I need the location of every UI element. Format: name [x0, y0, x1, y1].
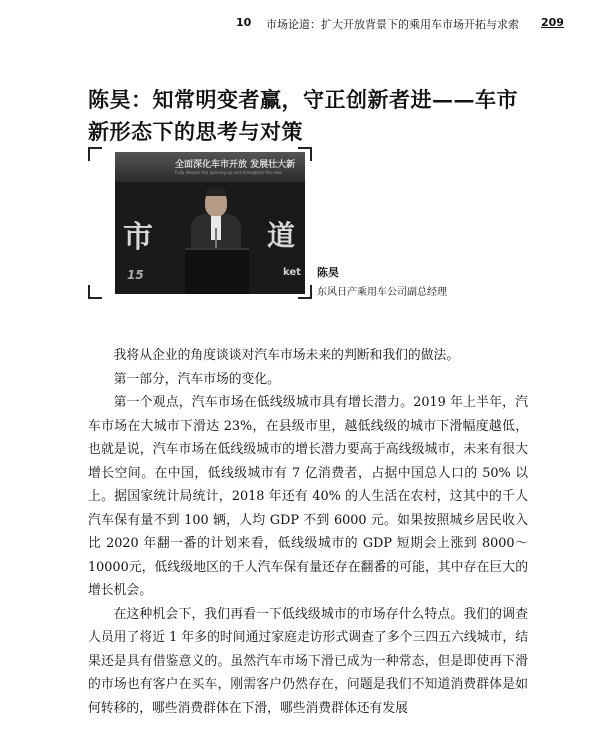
frame-corner-bottom-left	[88, 285, 102, 299]
article-title-line: 陈昊：知常明变者赢，守正创新者进——车市	[88, 87, 518, 112]
body-paragraph: 我将从企业的角度谈谈对汽车市场未来的判断和我们的做法。	[113, 348, 460, 363]
photo-backdrop-right-char: 道	[267, 219, 296, 252]
body-paragraph: 第一部分，汽车市场的变化。	[113, 371, 280, 387]
author-position: 东风日产乘用车公司副总经理	[317, 287, 447, 298]
chapter-title: 市场论道：扩大开放背景下的乘用车市场开拓与求索	[266, 18, 519, 31]
microphone	[215, 228, 217, 250]
photo-logo: 15	[127, 268, 144, 282]
page-number: 209	[541, 16, 564, 29]
podium	[185, 248, 249, 294]
article-title-line: 新形态下的思考与对策	[88, 119, 303, 144]
speaker-hair	[205, 187, 227, 196]
photo-banner-subtext: Fully deepen the opening up and strengthen the new	[175, 170, 282, 175]
article-body	[88, 344, 528, 720]
running-header	[0, 14, 600, 36]
photo-backdrop-left-char: 市	[123, 220, 153, 255]
body-paragraph: 第一个观点，汽车市场在低线级城市具有增长潜力。2019 年上半年，汽车市场在大城市下滑达 23%，在县级市里，越低线级的城市下滑幅度越低，也就是说，汽车市场在低线级城市的增长潜力要高于高线级城市，未来有很大增长空间。在中国，低线级城市有 7 亿消费者，占据中国总人口的 50% 以上。据国家统计局统计，2018 年还有 40% 的人生活在农村，这其中的千人汽车保有量不到 100 辆，人均 GDP 不到 6000 元。如果按照城乡居民收入比 2020 年翻一番的计划来看，低线级城市的 GDP 短期会上涨到 8000～10000元，低线级地区的千人汽车保有量还存在翻番的可能，其中存在巨大的增长机会。	[88, 395, 528, 598]
chapter-number: 10	[236, 16, 252, 29]
author-name: 陈昊	[317, 266, 339, 279]
photo-banner	[115, 152, 305, 182]
frame-corner-top-left	[88, 147, 102, 161]
photo-banner-text: 全面深化车市开放 发展壮大新	[175, 160, 296, 170]
article-title	[88, 84, 528, 148]
author-photo	[115, 152, 305, 294]
photo-backdrop-latin: ket	[283, 267, 301, 278]
body-paragraph: 在这种机会下，我们再看一下低线级城市的市场存什么特点。我们的调查人员用了将近 1 年多的时间通过家庭走访形式调查了多个三四五六线城市，结果还是具有借鉴意义的。虽然汽车市场下滑已成为一种常态，但是即使再下滑的市场也有客户在买车，刚需客户仍然存在，问题是我们不知道消费群体是如何转移的，哪些消费群体在下滑，哪些消费群体还有发展	[88, 606, 528, 716]
